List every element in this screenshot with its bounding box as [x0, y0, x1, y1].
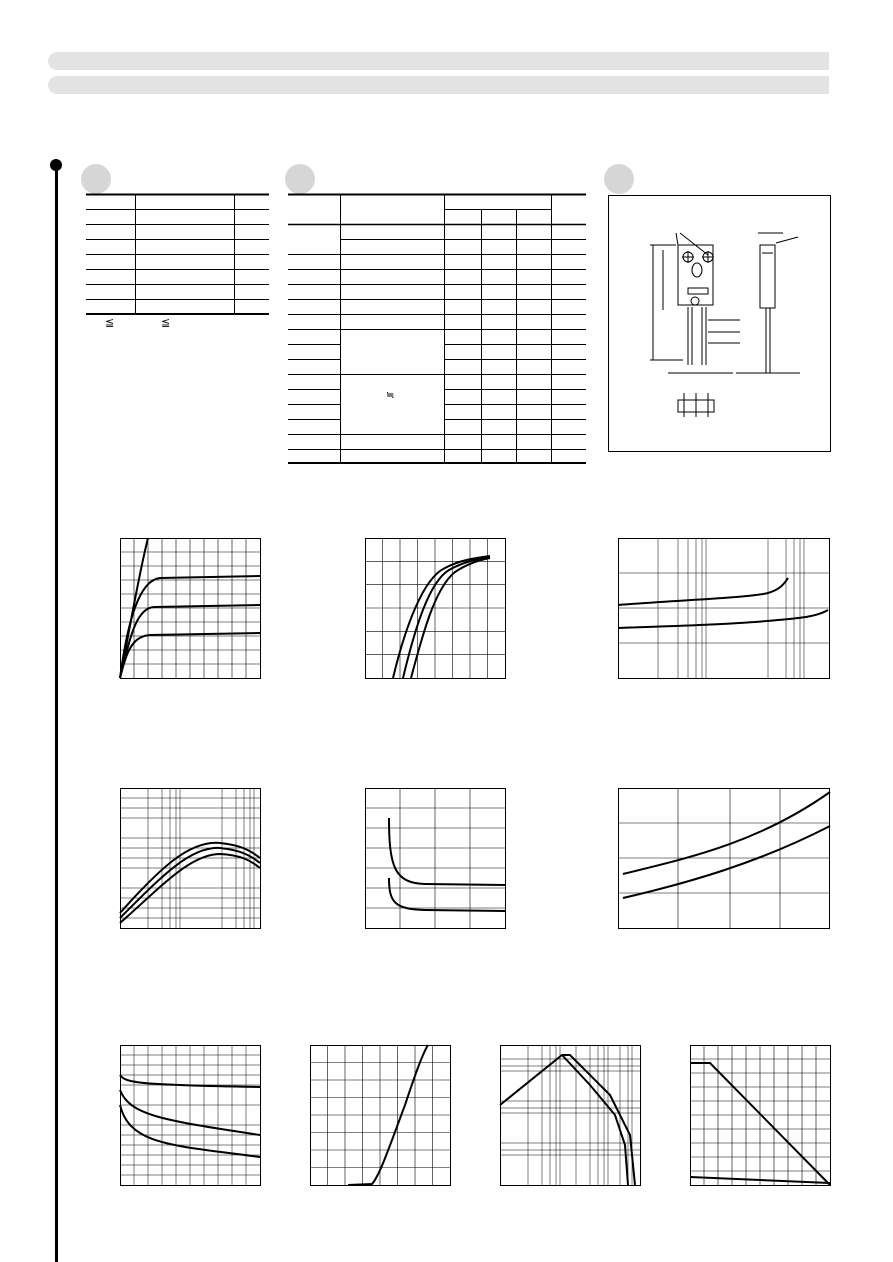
graph-6	[618, 788, 830, 929]
note-symbol-2: ≦	[161, 317, 171, 329]
outline-drawing	[608, 195, 830, 451]
left-rule	[55, 162, 58, 1262]
section-marker-characteristics	[285, 164, 315, 194]
characteristics-table	[288, 194, 588, 466]
graph-1	[120, 538, 261, 679]
note-symbol-1: ≦	[105, 317, 115, 329]
graph-8	[310, 1045, 451, 1186]
graph-4	[120, 788, 261, 929]
ratings-table	[86, 194, 270, 316]
graph-9	[500, 1045, 641, 1186]
header-band-top	[48, 52, 829, 70]
graph-3	[618, 538, 830, 679]
graph-5	[365, 788, 506, 929]
graph-7	[120, 1045, 261, 1186]
section-marker-ratings	[81, 164, 111, 194]
header-band-bottom	[48, 76, 829, 94]
graph-2	[365, 538, 506, 679]
section-marker-outline	[604, 164, 634, 194]
approx-symbol: ≒	[386, 390, 395, 401]
graph-10	[690, 1045, 831, 1186]
